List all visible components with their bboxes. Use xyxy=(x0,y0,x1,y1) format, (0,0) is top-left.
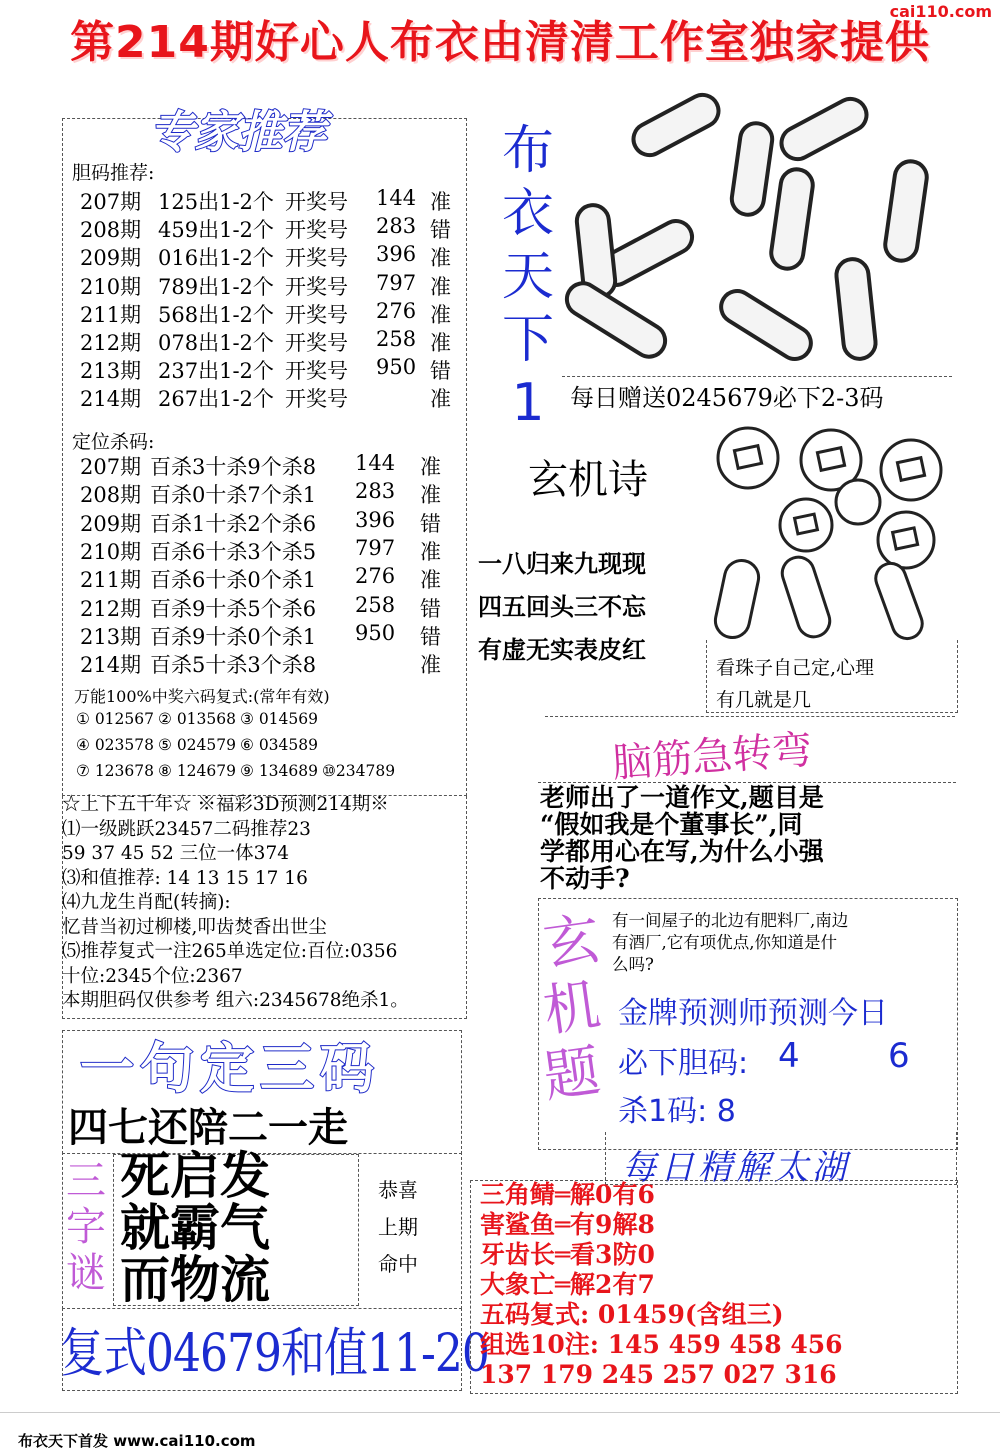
draw-cell: 950 xyxy=(376,355,417,380)
three-char: 字 xyxy=(66,1204,106,1250)
brain-line: 不动手? xyxy=(540,864,630,893)
draw-label-cell: 开奖号 xyxy=(285,190,348,214)
result-cell: 准 xyxy=(420,568,441,593)
riddle-char: 机 xyxy=(539,972,605,1045)
result-cell: 准 xyxy=(430,331,451,355)
period-cell: 214期 xyxy=(80,387,142,412)
hint-line: 看珠子自己定,心理 xyxy=(716,657,875,679)
kill-line: 杀1码: 8 xyxy=(618,1094,736,1129)
result-cell: 准 xyxy=(430,274,451,299)
poem-hint xyxy=(716,652,874,716)
six-code: ⑦ 123678 xyxy=(76,762,154,780)
result-cell: 准 xyxy=(420,539,441,564)
draw-cell: 144 xyxy=(376,186,417,210)
buyi-char: 1 xyxy=(511,373,545,433)
taihu-line: 137 179 245 257 027 316 xyxy=(480,1360,837,1389)
period-cell: 212期 xyxy=(80,596,142,621)
brain-line: 老师出了一道作文,题目是 xyxy=(540,783,824,812)
period-cell: 213期 xyxy=(80,359,142,384)
draw-label-cell: 开奖号 xyxy=(285,302,348,327)
six-title: 万能100%中奖六码复式:(常年有效) xyxy=(74,687,330,706)
pick-cell: 百杀5十杀3个杀8 xyxy=(150,653,317,678)
master-line: 金牌预测师预测今日 xyxy=(618,996,888,1031)
pick-cell: 百杀1十杀2个杀6 xyxy=(150,511,317,536)
table-row xyxy=(80,649,460,677)
dan-b: 6 xyxy=(888,1036,910,1076)
buyi-char: 下 xyxy=(501,310,554,370)
table-row xyxy=(80,327,460,355)
table-row xyxy=(80,383,460,411)
question-line: 有一间屋子的北边有肥料厂,南边 xyxy=(612,911,849,930)
pick-cell: 267出1-2个 xyxy=(158,387,274,412)
six-code: ⑤ 024579 xyxy=(158,736,236,754)
period-cell: 212期 xyxy=(80,331,142,355)
table-row xyxy=(80,355,460,383)
three-riddle-vertical xyxy=(62,1158,110,1296)
period-cell: 214期 xyxy=(80,653,142,678)
draw-cell: 276 xyxy=(376,298,417,323)
table-row xyxy=(80,271,460,299)
draw-label-cell: 开奖号 xyxy=(285,274,348,299)
riddle-word: 就霸气 xyxy=(120,1198,270,1257)
pick-cell: 百杀6十杀3个杀5 xyxy=(150,539,317,564)
period-cell: 211期 xyxy=(80,302,142,327)
result-cell: 准 xyxy=(430,387,451,412)
table-row xyxy=(80,214,460,242)
history-line: 十位:2345个位:2367 xyxy=(62,965,243,987)
table-row xyxy=(80,564,460,592)
draw-label-cell: 开奖号 xyxy=(285,218,348,243)
draw-cell: 283 xyxy=(376,214,417,239)
history-line: ⑴一级跳跃23457二码推荐23 xyxy=(62,818,311,840)
footer-text: 布衣天下首发 www.cai110.com xyxy=(18,1432,256,1450)
brain-line: 学都用心在写,为什么小强 xyxy=(540,837,824,866)
draw-cell: 950 xyxy=(355,620,396,645)
poem-line: 四五回头三不忘 xyxy=(478,593,646,621)
result-cell: 准 xyxy=(430,246,451,271)
poem-line: 有虚无实表皮红 xyxy=(478,636,646,664)
congrats-line: 恭喜 xyxy=(378,1178,418,1202)
congrats-line: 命中 xyxy=(378,1252,418,1276)
riddle-char: 玄 xyxy=(539,906,605,979)
draw-label-cell: 开奖号 xyxy=(285,359,348,384)
draw-cell: 396 xyxy=(355,507,396,532)
compound-text: 复式04679和值11-20 xyxy=(60,1323,489,1385)
result-cell: 错 xyxy=(420,624,441,649)
dan-label-line: 必下胆码: xyxy=(618,1046,749,1081)
poem-line: 一八归来九现现 xyxy=(478,550,646,578)
history-line: 59 37 45 52 三位一体374 xyxy=(62,843,289,864)
period-cell: 209期 xyxy=(80,511,142,536)
draw-cell: 396 xyxy=(376,242,417,267)
riddle-question xyxy=(612,910,848,976)
riddle-vertical-text xyxy=(539,906,605,1111)
taihu-lines xyxy=(480,1180,843,1390)
pick-cell: 百杀9十杀5个杀6 xyxy=(150,596,317,621)
draw-cell: 258 xyxy=(376,327,417,351)
pick-cell: 百杀0十杀7个杀1 xyxy=(150,483,317,508)
riddle-word: 死启发 xyxy=(120,1146,270,1205)
pick-cell: 459出1-2个 xyxy=(158,218,274,243)
period-cell: 208期 xyxy=(80,483,142,508)
kill-label: 定位杀码: xyxy=(72,431,155,453)
taihu-line: 害鲨鱼═有9解8 xyxy=(480,1210,655,1239)
six-code: ⑨ 134689 xyxy=(240,762,318,780)
result-cell: 准 xyxy=(420,653,441,678)
hint-line: 有几就是几 xyxy=(716,689,812,711)
table-row xyxy=(80,479,460,507)
period-cell: 207期 xyxy=(80,190,142,214)
history-block xyxy=(62,793,482,1014)
history-line: ☆上下五千年☆ ※福彩3D预测214期※ xyxy=(62,794,389,815)
riddle-word: 而物流 xyxy=(120,1250,270,1309)
gift-text: 每日赠送0245679必下2-3码 xyxy=(570,384,884,412)
period-cell: 213期 xyxy=(80,624,142,649)
history-line: 忆昔当初过柳楼,叩齿焚香出世尘 xyxy=(62,916,327,938)
taihu-line: 组选10注: 145 459 458 456 xyxy=(480,1330,843,1359)
draw-label-cell: 开奖号 xyxy=(285,246,348,271)
draw-label-cell: 开奖号 xyxy=(285,331,348,355)
period-cell: 209期 xyxy=(80,246,142,271)
taihu-line: 牙齿长═看3防0 xyxy=(480,1240,655,1269)
brain-line: “假如我是个董事长”,同 xyxy=(540,810,803,839)
taihu-line: 五码复式: 01459(含组三) xyxy=(480,1300,784,1329)
history-line: ⑶和值推荐: 14 13 15 17 16 xyxy=(62,867,308,889)
expert-heading: 专家推荐 xyxy=(150,107,326,158)
history-line: ⑷九龙生肖配(转摘): xyxy=(62,892,231,913)
six-code: ① 012567 xyxy=(76,710,154,728)
taihu-line: 大象亡═解2有7 xyxy=(480,1270,655,1299)
grain-digit-icon xyxy=(560,85,955,380)
site-watermark: cai110.com xyxy=(889,2,992,21)
table-row xyxy=(80,242,460,270)
buyi-char: 天 xyxy=(501,247,554,307)
result-cell: 准 xyxy=(430,190,451,214)
history-line: ⑸推荐复式一注265单选定位:百位:0356 xyxy=(62,941,398,962)
brain-lines xyxy=(540,784,824,892)
congrats-text xyxy=(378,1172,418,1283)
three-char: 谜 xyxy=(66,1250,106,1296)
pick-cell: 237出1-2个 xyxy=(158,359,274,384)
result-cell: 错 xyxy=(430,218,451,243)
question-line: 么吗? xyxy=(612,955,654,974)
period-cell: 207期 xyxy=(80,455,142,479)
six-code: ② 013568 xyxy=(158,710,236,728)
result-cell: 错 xyxy=(420,596,441,621)
three-riddle-words xyxy=(120,1146,270,1309)
pick-cell: 016出1-2个 xyxy=(158,246,274,271)
dan-a: 4 xyxy=(778,1036,800,1076)
poem-heading: 玄机诗 xyxy=(528,457,648,503)
buyi-vertical-text xyxy=(498,120,558,435)
six-code: ⑩234789 xyxy=(322,762,396,780)
draw-cell: 283 xyxy=(355,479,396,504)
period-cell: 208期 xyxy=(80,218,142,243)
buyi-char: 布 xyxy=(501,121,554,181)
pick-cell: 百杀6十杀0个杀1 xyxy=(150,568,317,593)
table-row xyxy=(80,451,460,479)
draw-cell: 276 xyxy=(355,564,396,589)
period-cell: 210期 xyxy=(80,539,142,564)
taihu-heading: 每日精解太湖 xyxy=(622,1148,850,1188)
pick-cell: 568出1-2个 xyxy=(158,302,274,327)
pick-cell: 125出1-2个 xyxy=(158,190,274,214)
table-row xyxy=(80,299,460,327)
brain-heading: 脑筋急转弯 xyxy=(610,727,814,787)
three-char: 三 xyxy=(66,1158,106,1204)
table-row xyxy=(80,508,460,536)
table-row xyxy=(80,593,460,621)
draw-label-cell: 开奖号 xyxy=(285,387,348,412)
six-code: ③ 014569 xyxy=(240,710,318,728)
draw-cell: 144 xyxy=(355,451,396,475)
six-code: ④ 023578 xyxy=(76,736,154,754)
result-cell: 错 xyxy=(430,359,451,384)
pick-cell: 百杀9十杀0个杀1 xyxy=(150,624,317,649)
pick-cell: 078出1-2个 xyxy=(158,331,274,355)
poem-lines xyxy=(478,543,646,672)
coin-digit-icon xyxy=(706,420,951,645)
result-cell: 错 xyxy=(420,511,441,536)
riddle-char: 题 xyxy=(539,1038,605,1111)
one-sentence-heading: 一句定三码 xyxy=(80,1037,380,1100)
table-row xyxy=(80,621,460,649)
table-row xyxy=(80,536,460,564)
result-cell: 准 xyxy=(420,483,441,508)
result-cell: 准 xyxy=(430,302,451,327)
six-code: ⑥ 034589 xyxy=(240,736,318,754)
buyi-char: 衣 xyxy=(501,184,554,244)
result-cell: 准 xyxy=(420,455,441,479)
table-row xyxy=(80,186,460,214)
page-title: 第214期好心人布衣由清清工作室独家提供 xyxy=(70,17,930,68)
dan-label: 胆码推荐: xyxy=(72,162,155,184)
question-line: 有酒厂,它有项优点,你知道是什 xyxy=(612,933,837,952)
draw-cell: 797 xyxy=(376,270,417,295)
congrats-line: 上期 xyxy=(378,1215,418,1239)
pick-cell: 789出1-2个 xyxy=(158,274,274,299)
period-cell: 211期 xyxy=(80,568,142,593)
one-sentence-phrase: 四七还陪二一走 xyxy=(68,1105,348,1151)
period-cell: 210期 xyxy=(80,274,142,299)
six-code: ⑧ 124679 xyxy=(158,762,236,780)
draw-cell: 258 xyxy=(355,592,396,617)
history-line: 本期胆码仅供参考 组六:2345678绝杀1。 xyxy=(62,990,409,1011)
pick-cell: 百杀3十杀9个杀8 xyxy=(150,455,317,479)
draw-cell: 797 xyxy=(355,535,396,560)
taihu-line: 三角鲭═解0有6 xyxy=(480,1180,655,1209)
